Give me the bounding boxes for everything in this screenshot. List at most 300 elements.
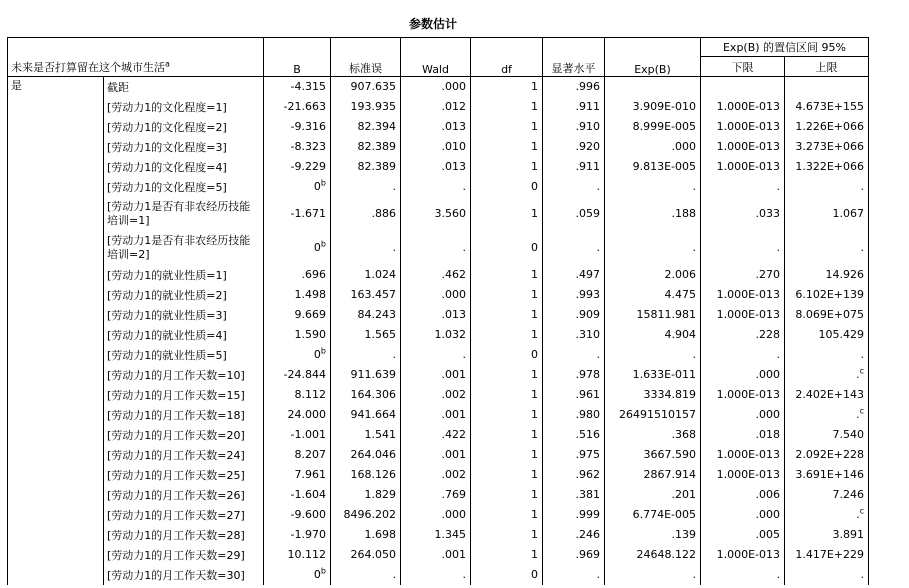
- sig-value: .980: [575, 408, 600, 421]
- expb-cell: [605, 97, 701, 117]
- sig-cell: [543, 117, 605, 137]
- df-value: 1: [531, 368, 538, 381]
- row-label: [劳动力1的月工作天数=28]: [104, 525, 264, 545]
- table-row: [8, 265, 869, 285]
- df-cell: [471, 177, 543, 197]
- upper-cell: [785, 265, 869, 285]
- wald-cell: [401, 405, 471, 425]
- sig-value: .969: [575, 548, 600, 561]
- upper-cell: [785, 385, 869, 405]
- se-value: 264.050: [350, 548, 396, 561]
- b-cell: [264, 231, 331, 265]
- b-value: 1.590: [294, 328, 326, 341]
- b-value: -9.316: [290, 120, 326, 133]
- footnote-marker: b: [320, 239, 326, 249]
- sig-value: .911: [575, 160, 600, 173]
- b-value: 10.112: [287, 548, 326, 561]
- table-row: [8, 231, 869, 265]
- df-value: 1: [531, 448, 538, 461]
- wald-value: .000: [441, 288, 466, 301]
- lower-cell: [701, 265, 785, 285]
- expb-value: 15811.981: [636, 308, 696, 321]
- df-cell: [471, 545, 543, 565]
- expb-cell: [605, 405, 701, 425]
- se-value: 1.024: [364, 268, 396, 281]
- df-cell: [471, 405, 543, 425]
- lower-value: 1.000E-013: [716, 160, 780, 173]
- sig-cell: [543, 231, 605, 265]
- wald-value: .: [462, 568, 466, 581]
- se-header: 标准误: [331, 38, 401, 77]
- b-value: -21.663: [283, 100, 326, 113]
- footnote-marker: b: [320, 346, 326, 356]
- footnote-marker: c: [859, 506, 864, 516]
- lower-value: 1.000E-013: [716, 448, 780, 461]
- lower-cell: [701, 565, 785, 585]
- expb-value: 2867.914: [643, 468, 696, 481]
- df-value: 1: [531, 328, 538, 341]
- wald-value: .010: [441, 140, 466, 153]
- se-cell: [331, 305, 401, 325]
- lower-cell: [701, 117, 785, 137]
- upper-value: 3.273E+066: [795, 140, 864, 153]
- df-header: df: [471, 38, 543, 77]
- lower-cell: [701, 445, 785, 465]
- se-value: 1.565: [364, 328, 396, 341]
- df-value: 1: [531, 428, 538, 441]
- upper-cell: [785, 405, 869, 425]
- df-cell: [471, 97, 543, 117]
- table-row: [8, 525, 869, 545]
- sig-cell: [543, 525, 605, 545]
- wald-value: .001: [441, 408, 466, 421]
- lower-value: .006: [755, 488, 780, 501]
- upper-value: 4.673E+155: [795, 100, 864, 113]
- wald-value: .002: [441, 468, 466, 481]
- sig-value: .993: [575, 288, 600, 301]
- row-label: [劳动力1的月工作天数=27]: [104, 505, 264, 525]
- table-row: [8, 385, 869, 405]
- expb-cell: [605, 117, 701, 137]
- row-label: [劳动力1的就业性质=4]: [104, 325, 264, 345]
- expb-cell: [605, 345, 701, 365]
- b-cell: [264, 485, 331, 505]
- b-cell: [264, 177, 331, 197]
- b-header: B: [264, 38, 331, 77]
- se-value: 941.664: [350, 408, 396, 421]
- se-cell: [331, 231, 401, 265]
- se-cell: [331, 365, 401, 385]
- expb-cell: [605, 385, 701, 405]
- wald-header: Wald: [401, 38, 471, 77]
- lower-cell: [701, 365, 785, 385]
- upper-value: .: [856, 508, 860, 521]
- se-value: 1.698: [364, 528, 396, 541]
- row-label: [劳动力1是否有非农经历技能培训=1]: [104, 197, 264, 231]
- ci-lower-header: 下限: [701, 57, 785, 77]
- expb-cell: [605, 137, 701, 157]
- b-cell: [264, 265, 331, 285]
- lower-cell: [701, 77, 785, 97]
- upper-value: 6.102E+139: [795, 288, 864, 301]
- df-cell: [471, 285, 543, 305]
- b-value: .696: [301, 268, 326, 281]
- se-cell: [331, 445, 401, 465]
- df-value: 1: [531, 408, 538, 421]
- expb-cell: [605, 445, 701, 465]
- wald-value: .462: [441, 268, 466, 281]
- se-value: 1.541: [364, 428, 396, 441]
- b-value: -4.315: [290, 80, 326, 94]
- df-cell: [471, 385, 543, 405]
- df-cell: [471, 137, 543, 157]
- dependent-variable-header: 未来是否打算留在这个城市生活$^a$: [8, 38, 264, 77]
- se-cell: [331, 177, 401, 197]
- df-value: 1: [531, 288, 538, 301]
- upper-cell: [785, 305, 869, 325]
- row-label: [劳动力1的就业性质=1]: [104, 265, 264, 285]
- expb-cell: [605, 425, 701, 445]
- df-cell: [471, 157, 543, 177]
- lower-value: .033: [755, 207, 780, 220]
- expb-cell: [605, 305, 701, 325]
- row-label: 截距: [104, 77, 264, 97]
- wald-cell: [401, 325, 471, 345]
- row-label: [劳动力1的就业性质=2]: [104, 285, 264, 305]
- lower-value: 1.000E-013: [716, 100, 780, 113]
- expb-cell: [605, 545, 701, 565]
- se-value: 264.046: [350, 448, 396, 461]
- wald-cell: [401, 157, 471, 177]
- sig-value: .999: [575, 508, 600, 521]
- sig-cell: [543, 157, 605, 177]
- sig-value: .978: [575, 368, 600, 381]
- se-value: 164.306: [350, 388, 396, 401]
- upper-value: 1.067: [832, 207, 864, 220]
- wald-cell: [401, 365, 471, 385]
- row-label: [劳动力1的月工作天数=10]: [104, 365, 264, 385]
- se-value: 84.243: [357, 308, 396, 321]
- sig-cell: [543, 177, 605, 197]
- df-value: 0: [531, 568, 538, 581]
- sig-cell: [543, 137, 605, 157]
- table-row: [8, 97, 869, 117]
- df-value: 1: [531, 80, 538, 94]
- table-row: [8, 197, 869, 231]
- wald-value: .001: [441, 368, 466, 381]
- se-cell: [331, 97, 401, 117]
- wald-cell: [401, 177, 471, 197]
- b-value: -1.970: [290, 528, 326, 541]
- lower-cell: [701, 197, 785, 231]
- b-cell: [264, 117, 331, 137]
- upper-cell: [785, 485, 869, 505]
- sig-value: .920: [575, 140, 600, 153]
- lower-value: .270: [755, 268, 780, 281]
- upper-cell: [785, 345, 869, 365]
- df-value: 1: [531, 207, 538, 220]
- df-value: 1: [531, 468, 538, 481]
- sig-cell: [543, 285, 605, 305]
- wald-value: .013: [441, 120, 466, 133]
- b-cell: [264, 565, 331, 585]
- lower-cell: [701, 231, 785, 265]
- upper-value: .: [856, 408, 860, 421]
- upper-value: 3.691E+146: [795, 468, 864, 481]
- expb-value: 2.006: [664, 268, 696, 281]
- expb-value: 3.909E-010: [632, 100, 696, 113]
- upper-cell: [785, 445, 869, 465]
- lower-cell: [701, 285, 785, 305]
- upper-cell: [785, 197, 869, 231]
- lower-cell: [701, 157, 785, 177]
- upper-cell: [785, 285, 869, 305]
- row-label: [劳动力1的月工作天数=30]: [104, 565, 264, 585]
- expb-value: 26491510157: [619, 408, 696, 421]
- df-cell: [471, 265, 543, 285]
- wald-value: .: [462, 241, 466, 254]
- expb-cell: [605, 525, 701, 545]
- row-label: [劳动力1的月工作天数=29]: [104, 545, 264, 565]
- df-cell: [471, 525, 543, 545]
- df-value: 1: [531, 528, 538, 541]
- b-value: -9.600: [290, 508, 326, 521]
- lower-value: 1.000E-013: [716, 388, 780, 401]
- lower-value: .000: [755, 408, 780, 421]
- df-cell: [471, 117, 543, 137]
- sig-value: .: [596, 348, 600, 361]
- sig-value: .: [596, 568, 600, 581]
- lower-cell: [701, 305, 785, 325]
- sig-cell: [543, 265, 605, 285]
- row-label: [劳动力1的就业性质=5]: [104, 345, 264, 365]
- wald-cell: [401, 231, 471, 265]
- lower-cell: [701, 465, 785, 485]
- expb-cell: [605, 325, 701, 345]
- b-cell: [264, 545, 331, 565]
- df-value: 1: [531, 120, 538, 133]
- upper-cell: [785, 545, 869, 565]
- df-cell: [471, 305, 543, 325]
- se-value: 193.935: [350, 100, 396, 113]
- group-label: 是: [8, 77, 104, 585]
- expb-value: 4.475: [664, 288, 696, 301]
- parameter-estimates-table: [7, 37, 869, 585]
- se-cell: [331, 545, 401, 565]
- expb-value: 4.904: [664, 328, 696, 341]
- upper-cell: [785, 117, 869, 137]
- sig-value: .910: [575, 120, 600, 133]
- lower-cell: [701, 385, 785, 405]
- upper-cell: [785, 365, 869, 385]
- wald-value: .002: [441, 388, 466, 401]
- df-value: 1: [531, 488, 538, 501]
- upper-cell: [785, 325, 869, 345]
- table-title: 参数估计: [408, 17, 457, 31]
- wald-value: 3.560: [434, 207, 466, 220]
- table-row: [8, 365, 869, 385]
- sig-cell: [543, 385, 605, 405]
- b-value: 8.207: [294, 448, 326, 461]
- lower-cell: [701, 545, 785, 565]
- b-cell: [264, 325, 331, 345]
- wald-cell: [401, 485, 471, 505]
- upper-cell: [785, 525, 869, 545]
- table-body: [8, 77, 869, 585]
- row-label: [劳动力1的月工作天数=26]: [104, 485, 264, 505]
- expb-cell: [605, 465, 701, 485]
- expb-value: .201: [671, 488, 696, 501]
- expb-value: .: [692, 241, 696, 254]
- sig-value: .962: [575, 468, 600, 481]
- sig-value: .310: [575, 328, 600, 341]
- expb-cell: [605, 77, 701, 97]
- wald-cell: [401, 77, 471, 97]
- expb-value: .139: [671, 528, 696, 541]
- upper-cell: [785, 157, 869, 177]
- lower-value: .000: [755, 508, 780, 521]
- df-value: 1: [531, 140, 538, 153]
- lower-value: 1.000E-013: [716, 548, 780, 561]
- table-row: [8, 445, 869, 465]
- row-label: [劳动力1的文化程度=1]: [104, 97, 264, 117]
- df-cell: [471, 485, 543, 505]
- sig-cell: [543, 505, 605, 525]
- upper-value: 2.092E+228: [795, 448, 864, 461]
- b-cell: [264, 365, 331, 385]
- sig-cell: [543, 77, 605, 97]
- b-value: -9.229: [290, 160, 326, 173]
- df-cell: [471, 565, 543, 585]
- upper-value: .: [856, 368, 860, 381]
- table-row: [8, 425, 869, 445]
- lower-cell: [701, 97, 785, 117]
- expb-value: 9.813E-005: [632, 160, 696, 173]
- table-row: [8, 157, 869, 177]
- row-label: [劳动力1的月工作天数=24]: [104, 445, 264, 465]
- df-value: 0: [531, 241, 538, 254]
- lower-value: .228: [755, 328, 780, 341]
- upper-value: .: [860, 180, 864, 193]
- expb-value: .368: [671, 428, 696, 441]
- upper-cell: [785, 505, 869, 525]
- table-row: [8, 545, 869, 565]
- sig-cell: [543, 365, 605, 385]
- sig-cell: [543, 405, 605, 425]
- lower-cell: [701, 425, 785, 445]
- footnote-marker: c: [859, 366, 864, 376]
- expb-value: 1.633E-011: [632, 368, 696, 381]
- df-value: 1: [531, 268, 538, 281]
- se-cell: [331, 505, 401, 525]
- table-header: [8, 38, 869, 77]
- df-value: 0: [531, 180, 538, 193]
- se-cell: [331, 425, 401, 445]
- df-cell: [471, 445, 543, 465]
- se-cell: [331, 157, 401, 177]
- wald-cell: [401, 565, 471, 585]
- upper-value: .: [860, 568, 864, 581]
- table-row: [8, 345, 869, 365]
- row-label: [劳动力1的月工作天数=15]: [104, 385, 264, 405]
- b-cell: [264, 345, 331, 365]
- df-value: 0: [531, 348, 538, 361]
- upper-value: .: [860, 241, 864, 254]
- table-row: [8, 325, 869, 345]
- upper-cell: [785, 137, 869, 157]
- sig-cell: [543, 465, 605, 485]
- se-cell: [331, 265, 401, 285]
- wald-value: .012: [441, 100, 466, 113]
- sig-value: .911: [575, 100, 600, 113]
- wald-cell: [401, 285, 471, 305]
- wald-cell: [401, 305, 471, 325]
- row-label: [劳动力1的月工作天数=25]: [104, 465, 264, 485]
- lower-value: .: [776, 348, 780, 361]
- wald-cell: [401, 545, 471, 565]
- se-value: 82.394: [357, 120, 396, 133]
- ci-header: Exp(B) 的置信区间 95%: [701, 38, 869, 57]
- upper-value: 7.540: [832, 428, 864, 441]
- table-row: [8, 485, 869, 505]
- upper-value: 7.246: [832, 488, 864, 501]
- sig-value: .: [596, 180, 600, 193]
- se-cell: [331, 485, 401, 505]
- lower-cell: [701, 177, 785, 197]
- upper-value: 3.891: [832, 528, 864, 541]
- upper-cell: [785, 565, 869, 585]
- df-cell: [471, 425, 543, 445]
- wald-value: .013: [441, 160, 466, 173]
- b-value: -24.844: [283, 368, 326, 381]
- wald-value: 1.032: [434, 328, 466, 341]
- b-cell: [264, 137, 331, 157]
- footnote-marker: b: [320, 566, 326, 576]
- footnote-marker: c: [859, 406, 864, 416]
- wald-cell: [401, 137, 471, 157]
- df-cell: [471, 465, 543, 485]
- lower-value: 1.000E-013: [716, 308, 780, 321]
- row-label: [劳动力1的就业性质=3]: [104, 305, 264, 325]
- df-value: 1: [531, 100, 538, 113]
- expb-cell: [605, 177, 701, 197]
- sig-value: .059: [575, 207, 600, 220]
- se-value: .: [392, 180, 396, 193]
- lower-value: .: [776, 568, 780, 581]
- expb-cell: [605, 365, 701, 385]
- wald-cell: [401, 197, 471, 231]
- expb-value: 24648.122: [636, 548, 696, 561]
- expb-cell: [605, 265, 701, 285]
- table-row: [8, 177, 869, 197]
- wald-value: .000: [441, 508, 466, 521]
- upper-cell: [785, 231, 869, 265]
- se-cell: [331, 117, 401, 137]
- b-value: -8.323: [290, 140, 326, 153]
- upper-cell: [785, 77, 869, 97]
- se-cell: [331, 405, 401, 425]
- row-label: [劳动力1的月工作天数=20]: [104, 425, 264, 445]
- sig-value: .497: [575, 268, 600, 281]
- upper-cell: [785, 177, 869, 197]
- expb-value: 3667.590: [643, 448, 696, 461]
- wald-value: .013: [441, 308, 466, 321]
- b-value: 1.498: [294, 288, 326, 301]
- lower-cell: [701, 345, 785, 365]
- footnote-marker: b: [320, 178, 326, 188]
- lower-cell: [701, 505, 785, 525]
- upper-value: 14.926: [825, 268, 864, 281]
